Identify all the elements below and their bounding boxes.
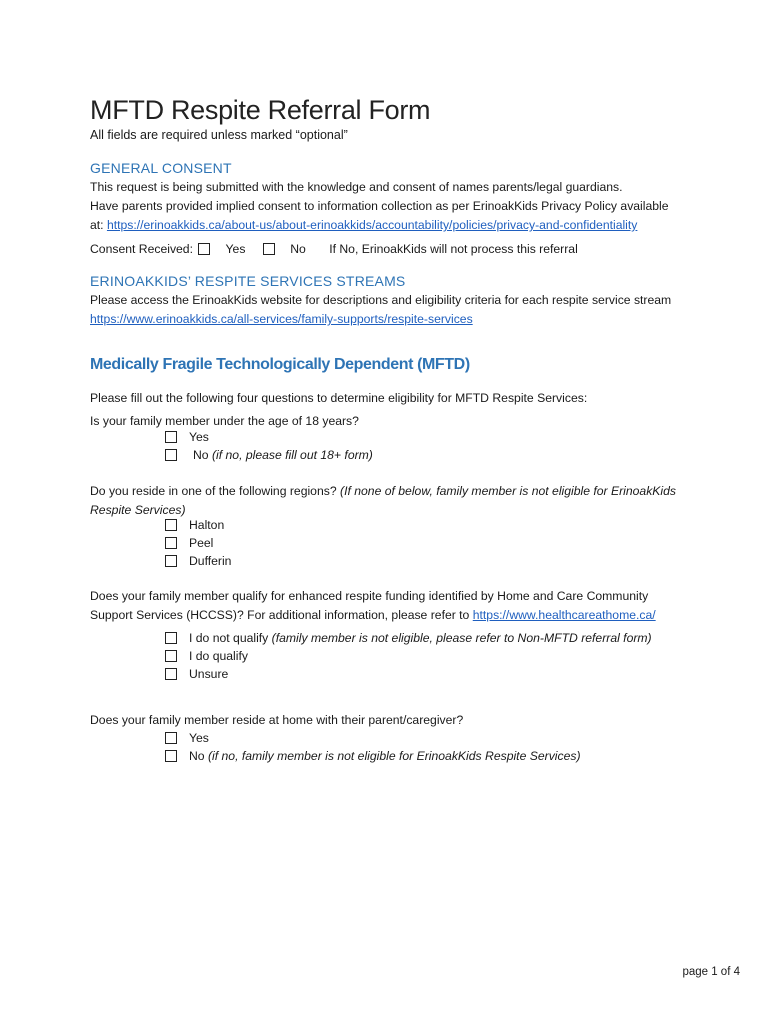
q2-dufferin-checkbox[interactable] [165,555,177,567]
consent-line-3-prefix: at: [90,218,107,232]
q2-question-note-b: Respite Services) [90,503,186,517]
q3-option-unsure[interactable] [165,665,228,683]
q2-question-note-a: (If none of below, family member is not eligible for ErinoakKids [340,484,677,498]
q2-halton-checkbox[interactable] [165,519,177,531]
consent-yes-checkbox[interactable] [198,243,210,255]
streams-line-1: Please access the ErinoakKids website for descriptions and eligibility criteria for each respite service stream [90,293,672,307]
q4-no-label: No [189,749,205,763]
streams-heading: ERINOAKKIDS’ RESPITE SERVICES STREAMS [90,273,406,289]
q1-option-yes[interactable] [165,428,209,446]
q3-option-not-qualify[interactable] [165,629,652,647]
q2-halton-label: Halton [189,518,225,532]
page-number: page 1 of 4 [682,966,740,978]
q1-yes-checkbox[interactable] [165,431,177,443]
q1-yes-label: Yes [189,430,209,444]
consent-received-row [90,240,578,258]
q3-unsure-label: Unsure [189,667,229,681]
q2-option-halton[interactable] [165,516,224,534]
q2-question [90,482,676,520]
consent-received-label: Consent Received: [90,242,193,256]
q1-option-no[interactable] [165,446,373,464]
consent-line-3 [90,216,669,235]
page-title: MFTD Respite Referral Form [90,95,431,125]
q1-no-checkbox[interactable] [165,449,177,461]
q2-peel-checkbox[interactable] [165,537,177,549]
consent-no-note: If No, ErinoakKids will not process this referral [329,242,578,256]
q3-unsure-checkbox[interactable] [165,668,177,680]
privacy-policy-link[interactable]: https://erinoakkids.ca/about-us/about-erinoakkids/accountability/policies/privacy-and-confidentiality [106,218,638,232]
q2-option-dufferin[interactable] [165,552,231,570]
q4-no-note: (if no, family member is not eligible for ErinoakKids Respite Services) [207,749,581,763]
q3-question [90,587,656,625]
healthcare-at-home-link[interactable]: https://www.healthcareathome.ca/ [472,608,656,622]
mftd-intro: Please fill out the following four questions to determine eligibility for MFTD Respite Services: [90,391,588,405]
page-subtitle: All fields are required unless marked “optional” [90,128,348,142]
q3-line-2: Support Services (HCCSS)? For additional information, please refer to [90,608,473,622]
consent-line-2: Have parents provided implied consent to information collection as per ErinoakKids Privacy Policy available [90,199,669,213]
q2-peel-label: Peel [189,536,214,550]
q3-not-qualify-note: (family member is not eligible, please refer to Non-MFTD referral form) [271,631,652,645]
q4-option-no[interactable] [165,747,581,765]
consent-no-label: No [290,242,306,256]
consent-yes-label: Yes [225,242,246,256]
q1-no-label: No [193,448,209,462]
mftd-heading: Medically Fragile Technologically Dependent (MFTD) [90,356,470,373]
q2-question-text: Do you reside in one of the following regions? [90,484,337,498]
consent-no-checkbox[interactable] [263,243,275,255]
consent-heading: GENERAL CONSENT [90,160,232,176]
q4-yes-label: Yes [189,731,209,745]
respite-services-link[interactable]: https://www.erinoakkids.ca/all-services/family-supports/respite-services [90,312,473,326]
q3-line-1: Does your family member qualify for enhanced respite funding identified by Home and Care Community [90,589,649,603]
q3-qualify-label: I do qualify [189,649,248,663]
q2-dufferin-label: Dufferin [189,554,232,568]
q4-option-yes[interactable] [165,729,209,747]
q1-no-note: (if no, please fill out 18+ form) [211,448,373,462]
consent-line-1: This request is being submitted with the knowledge and consent of names parents/legal guardians. [90,180,623,194]
q4-no-checkbox[interactable] [165,750,177,762]
q4-question: Does your family member reside at home with their parent/caregiver? [90,713,464,727]
streams-text [90,291,671,329]
q3-not-qualify-label: I do not qualify [189,631,269,645]
q3-qualify-checkbox[interactable] [165,650,177,662]
q3-not-qualify-checkbox[interactable] [165,632,177,644]
consent-text [90,178,669,235]
q3-option-qualify[interactable] [165,647,248,665]
q2-option-peel[interactable] [165,534,213,552]
q1-question: Is your family member under the age of 18 years? [90,414,359,428]
q4-yes-checkbox[interactable] [165,732,177,744]
